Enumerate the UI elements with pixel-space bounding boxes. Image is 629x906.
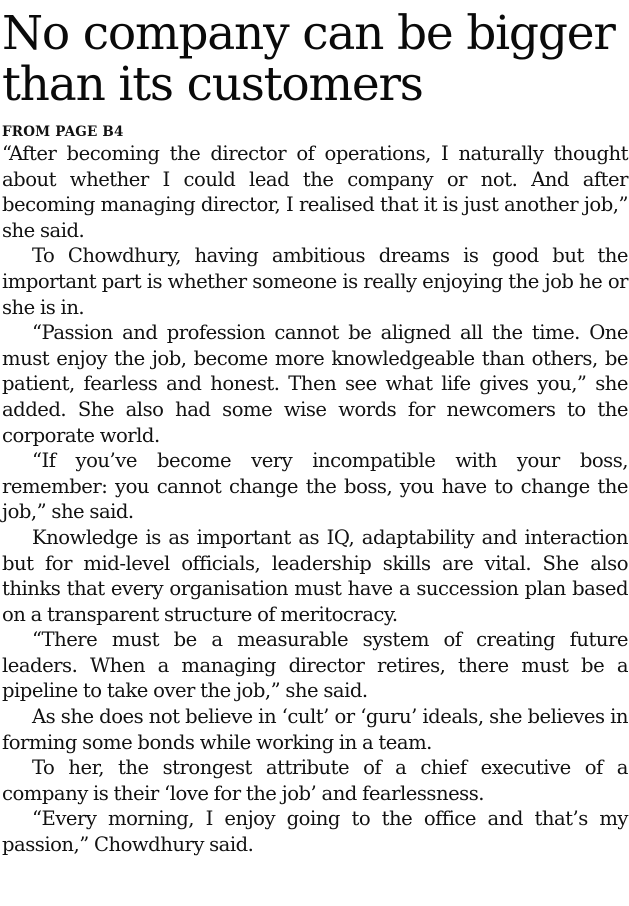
paragraph: To Chowdhury, having ambitious dreams is good but the important part is whether someone is really enjoying the job he or she is in. <box>2 244 628 319</box>
paragraph: “If you’ve become very incompatible with your boss, remember: you cannot change the boss, you have to change the job,” she said. <box>2 449 628 524</box>
paragraph: To her, the strongest attribute of a chief executive of a company is their ‘love for the job’ and fearlessness. <box>2 756 628 805</box>
article-body <box>2 141 628 858</box>
paragraph: Knowledge is as important as IQ, adaptability and interaction but for mid-level officials, leadership skills are vital. She also thinks that every organisation must have a succession plan based on a transparent structure of meritocracy. <box>2 525 628 626</box>
paragraph: “There must be a measurable system of creating future leaders. When a managing director retires, there must be a pipeline to take over the job,” she said. <box>2 628 628 703</box>
paragraph: “Every morning, I enjoy going to the office and that’s my passion,” Chowdhury said. <box>2 807 628 857</box>
paragraph: “Passion and profession cannot be aligned all the time. One must enjoy the job, become more knowledgeable than others, be patient, fearless and honest. Then see what life gives you,” she added. She also had some wise words for newcomers to the corporate world. <box>2 321 628 447</box>
jump-line: FROM PAGE B4 <box>2 124 124 140</box>
paragraph: As she does not believe in ‘cult’ or ‘guru’ ideals, she believes in forming some bonds while working in a team. <box>2 705 628 754</box>
article-headline: No company can be bigger than its customers <box>2 6 615 112</box>
paragraph: “After becoming the director of operations, I naturally thought about whether I could lead the company or not. And after becoming managing director, I realised that it is just another job,” she said. <box>2 142 628 242</box>
article <box>2 8 628 858</box>
